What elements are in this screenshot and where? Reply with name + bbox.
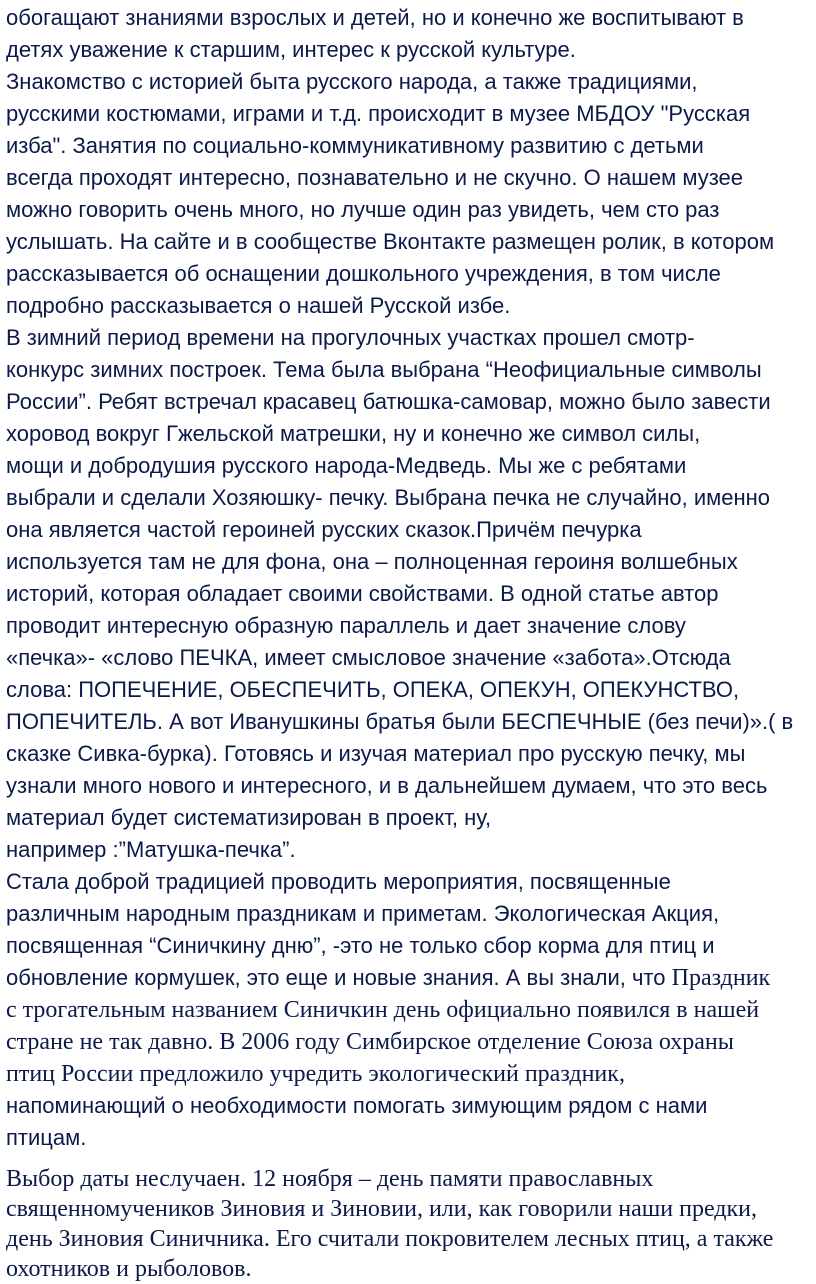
text-line: например :”Матушка-печка”. bbox=[6, 837, 296, 862]
serif-line: с трогательным названием Синичкин день официально появился в нашей bbox=[6, 997, 760, 1023]
serif-line: охотников и рыболовов. bbox=[6, 1256, 252, 1282]
text-line: ПОПЕЧИТЕЛЬ. А вот Иванушкины братья были БЕСПЕЧНЫЕ (без печи)».( в bbox=[6, 709, 794, 734]
text-line: напоминающий о необходимости помогать зимующим рядом с нами bbox=[6, 1093, 708, 1118]
serif-line: стране не так давно. В 2006 году Симбирское отделение Союза охраны bbox=[6, 1029, 734, 1055]
serif-line: день Зиновия Синичника. Его считали покровителем лесных птиц, а также bbox=[6, 1226, 774, 1252]
text-line: «печка»- «слово ПЕЧКА, имеет смысловое значение «забота».Отсюда bbox=[6, 645, 731, 670]
serif-line: священномучеников Зиновия и Зиновии, или, как говорили наши предки, bbox=[6, 1196, 758, 1222]
text-line: хоровод вокруг Гжельской матрешки, ну и конечно же символ силы, bbox=[6, 421, 701, 446]
mixed-line-serif-part: Праздник bbox=[671, 965, 771, 991]
text-line: В зимний период времени на прогулочных участках прошел смотр- bbox=[6, 325, 695, 350]
document-page bbox=[6, 2, 812, 1284]
main-text-block bbox=[6, 2, 812, 994]
text-line: птицам. bbox=[6, 1125, 87, 1150]
text-line: детях уважение к старшим, интерес к русской культуре. bbox=[6, 37, 576, 62]
text-line: посвященная “Синичкину дню”, -это не только сбор корма для птиц и bbox=[6, 933, 715, 958]
serif-line: птиц России предложило учредить экологический праздник, bbox=[6, 1061, 625, 1087]
text-line: всегда проходят интересно, познавательно и не скучно. О нашем музее bbox=[6, 165, 744, 190]
text-line: узнали много нового и интересного, и в дальнейшем думаем, что это весь bbox=[6, 773, 768, 798]
text-line: материал будет систематизирован в проект, ну, bbox=[6, 805, 492, 830]
text-line: обогащают знаниями взрослых и детей, но и конечно же воспитывают в bbox=[6, 5, 744, 30]
text-line: сказке Сивка-бурка). Готовясь и изучая материал про русскую печку, мы bbox=[6, 741, 746, 766]
text-line: различным народным праздникам и приметам. Экологическая Акция, bbox=[6, 901, 720, 926]
text-line: Стала доброй традицией проводить мероприятия, посвященные bbox=[6, 869, 671, 894]
text-line: подробно рассказывается о нашей Русской избе. bbox=[6, 293, 511, 318]
paragraph-gap bbox=[6, 1154, 812, 1164]
text-line: выбрали и сделали Хозяюшку- печку. Выбрана печка не случайно, именно bbox=[6, 485, 771, 510]
text-line: она является частой героиней русских сказок.Причём печурка bbox=[6, 517, 642, 542]
text-line: мощи и добродушия русского народа-Медведь. Мы же с ребятами bbox=[6, 453, 687, 478]
text-line: России”. Ребят встречал красавец батюшка-самовар, можно было завести bbox=[6, 389, 771, 414]
text-line: проводит интересную образную параллель и дает значение слову bbox=[6, 613, 686, 638]
text-line: конкурс зимних построек. Тема была выбрана “Неофициальные символы bbox=[6, 357, 762, 382]
sans-text-block-2 bbox=[6, 1090, 812, 1154]
text-line: историй, которая обладает своими свойствами. В одной статье автор bbox=[6, 581, 719, 606]
text-line: изба". Занятия по социально-коммуникативному развитию с детьми bbox=[6, 133, 704, 158]
text-line: услышать. На сайте и в сообществе Вконтакте размещен ролик, в котором bbox=[6, 229, 775, 254]
final-paragraph bbox=[6, 1164, 812, 1284]
text-line: можно говорить очень много, но лучше один раз увидеть, чем сто раз bbox=[6, 197, 720, 222]
text-line: слова: ПОПЕЧЕНИЕ, ОБЕСПЕЧИТЬ, ОПЕКА, ОПЕКУН, ОПЕКУНСТВО, bbox=[6, 677, 740, 702]
text-line: русскими костюмами, играми и т.д. происходит в музее МБДОУ "Русская bbox=[6, 101, 751, 126]
mixed-line-sans-part: обновление кормушек, это еще и новые знания. А вы знали, что bbox=[6, 965, 672, 990]
serif-text-block bbox=[6, 994, 812, 1090]
text-line: Знакомство с историей быта русского народа, а также традициями, bbox=[6, 69, 698, 94]
text-line: рассказывается об оснащении дошкольного учреждения, в том числе bbox=[6, 261, 721, 286]
text-line: используется там не для фона, она – полноценная героиня волшебных bbox=[6, 549, 738, 574]
serif-line: Выбор даты неслучаен. 12 ноября – день памяти православных bbox=[6, 1166, 654, 1192]
mixed-font-line bbox=[6, 962, 812, 994]
